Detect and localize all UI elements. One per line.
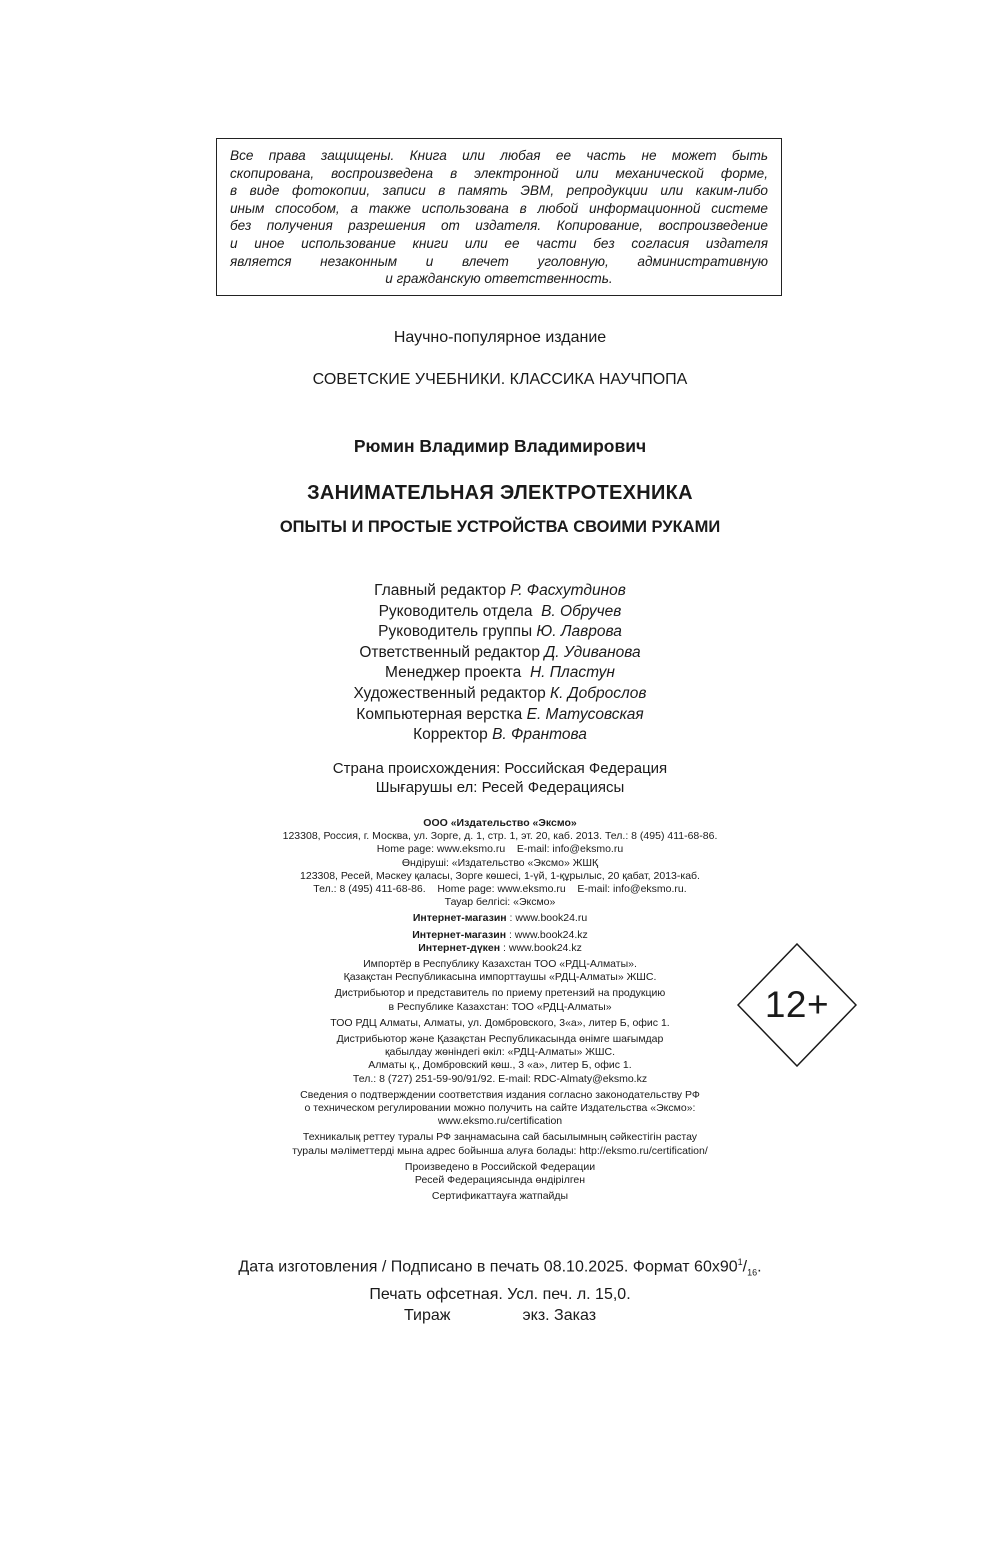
publisher-address-ru: 123308, Россия, г. Москва, ул. Зорге, д. 1, стр. 1, эт. 20, каб. 2013. Тел.: 8 (495) 411-68-86. [282,830,718,843]
copyright-notice [216,138,782,296]
age-rating-badge [737,943,857,1067]
credit-role: Главный редактор [374,582,506,599]
certification-ru-line: Сведения о подтверждении соответствия издания согласно законодательству РФ [300,1088,700,1101]
country-of-origin [0,760,1000,797]
copyright-line: скопирована, воспроизведена в электронной или механической форме, [230,165,768,181]
origin-kz: Шығарушы ел: Ресей Федерациясы [375,778,625,796]
credit-line [0,684,1000,705]
book-title: ЗАНИМАТЕЛЬНАЯ ЭЛЕКТРОТЕХНИКА [307,482,693,504]
shop-label: Интернет-магазин [412,912,507,925]
credit-name: Н. Пластун [529,664,615,682]
publisher-trademark: Тауар белгісі: «Эксмо» [444,896,556,909]
shop-label: Интернет-дүкен [418,941,501,954]
publisher-name-kz: Өндіруші: «Издательство «Эксмо» ЖШҚ [401,856,599,869]
made-in-ru: Произведено в Российской Федерации [404,1160,596,1173]
distributor-kz-line: қабылдау жөніндегі өкіл: «РДЦ-Алматы» ЖШС. [384,1046,616,1059]
format-slash: / [742,1258,748,1276]
distributor-ru-line: в Республике Казахстан: ТОО «РДЦ-Алматы» [388,1000,612,1013]
credit-name: В. Франтова [492,726,587,744]
publisher-contacts-ru: Home page: www.eksmo.ru E-mail: info@eksmo.ru [376,843,624,856]
origin-ru: Страна происхождения: Российская Федерация [332,760,668,777]
format-numerator: 1 [737,1257,743,1267]
credit-line [0,581,1000,602]
distributor-kz-contacts: Тел.: 8 (727) 251-59-90/91/92. E-mail: RDC-Almaty@eksmo.kz [352,1072,648,1085]
print-type: Печать офсетная. Усл. печ. л. 15,0. [369,1285,631,1303]
certification-kz-line: туралы мәліметтерді мына адрес бойынша алуға болады: http://eksmo.ru/certification/ [292,1144,708,1157]
credit-line [0,663,1000,684]
copyright-line: иным способом, а также использована в любой информационной системе [230,200,768,216]
certification-kz-line: Техникалық реттеу туралы РФ заңнамасына сай басылымның сәйкестігін растау [302,1131,698,1144]
credit-role: Руководитель группы [378,623,533,641]
copyright-line: Все права защищены. Книга или любая ее часть не может быть [230,148,768,163]
print-info [0,1252,1000,1326]
credit-line [0,602,1000,623]
format-denominator: 16 [747,1267,758,1278]
distributor-kz-line: Дистрибьютор және Қазақстан Республикасында өнімге шағымдар [336,1033,664,1046]
publisher-address-kz: 123308, Ресей, Мәскеу қаласы, Зорге көшесі, 1-үй, 1-құрылыс, 20 қабат, 2013-каб. [300,869,700,882]
copyright-line: без получения разрешения от издателя. Копирование, воспроизведение [230,218,768,234]
copyright-line: и иное использование книги или ее части без согласия издателя [230,235,768,251]
publisher-name: ООО «Издательство «Эксмо» [423,817,577,829]
book-subtitle: ОПЫТЫ И ПРОСТЫЕ УСТРОЙСТВА СВОИМИ РУКАМИ [279,518,721,536]
format-end: . [757,1258,762,1276]
copyright-line: и гражданскую ответственность. [385,271,613,287]
distributor-ru-line: Дистрибьютор и представитель по приему претензий на продукцию [334,987,666,1000]
credit-name: Р. Фасхутдинов [510,582,626,599]
print-date-format [0,1252,1000,1284]
shop-line-1 [0,912,1000,925]
circulation-label: Тираж [403,1306,451,1324]
credit-role: Художественный редактор [353,684,546,702]
credit-role: Менеджер проекта [385,664,522,682]
made-in-kz: Ресей Федерациясында өндірілген [414,1174,586,1187]
credit-name: В. Обручев [541,602,622,620]
credit-role: Корректор [413,726,488,744]
print-date-text: Дата изготовления / Подписано в печать 08.10.2025. Формат 60x90 [238,1258,738,1276]
credit-role: Руководитель отдела [378,602,533,620]
credit-line [0,705,1000,726]
certification-ru-url: www.eksmo.ru/certification [437,1115,563,1128]
shop-line-2 [0,929,1000,942]
publisher-contacts-kz: Тел.: 8 (495) 411-68-86. Home page: www.eksmo.ru E-mail: info@eksmo.ru. [313,883,687,896]
credit-name: Д. Удиванова [544,643,641,661]
order-label: экз. Заказ [522,1306,597,1324]
circulation-order [0,1305,1000,1326]
credit-name: К. Доброслов [550,684,647,702]
credit-role: Ответственный редактор [359,643,541,661]
age-rating-label: 12+ [764,984,830,1025]
author-name: Рюмин Владимир Владимирович [353,436,647,456]
credit-line [0,725,1000,746]
edition-type: Научно-популярное издание [393,329,607,346]
certification-ru-line: о техническом регулировании можно получить на сайте Издательства «Эксмо»: [304,1102,696,1115]
credits-list [0,581,1000,746]
importer-ru: Импортёр в Республику Казахстан ТОО «РДЦ-Алматы». [363,958,637,971]
shop-label: Интернет-магазин [412,928,507,941]
credit-line [0,643,1000,664]
credit-name: Е. Матусовская [526,705,644,723]
importer-kz: Қазақстан Республикасына импорттаушы «РДЦ-Алматы» ЖШС. [343,971,657,984]
shop-url: : www.book24.kz [506,928,588,941]
series-name: СОВЕТСКИЕ УЧЕБНИКИ. КЛАССИКА НАУЧПОПА [312,371,688,388]
credit-line [0,622,1000,643]
shop-url: : www.book24.ru [506,912,588,925]
no-certification-kz: Сертификаттауға жатпайды [431,1190,569,1203]
shop-url: : www.book24.kz [500,941,582,954]
distributor-ru-address: ТОО РДЦ Алматы, Алматы, ул. Домбровского, 3«а», литер Б, офис 1. [330,1016,670,1029]
credit-role: Компьютерная верстка [356,705,523,723]
copyright-line: в виде фотокопии, записи в память ЭВМ, репродукции или каким-либо [230,183,768,199]
credit-name: Ю. Лаврова [536,623,622,641]
distributor-kz-address: Алматы қ., Домбровский көш., 3 «а», литер Б, офис 1. [368,1059,632,1072]
copyright-line: является незаконным и влечет уголовную, административную [230,253,768,269]
